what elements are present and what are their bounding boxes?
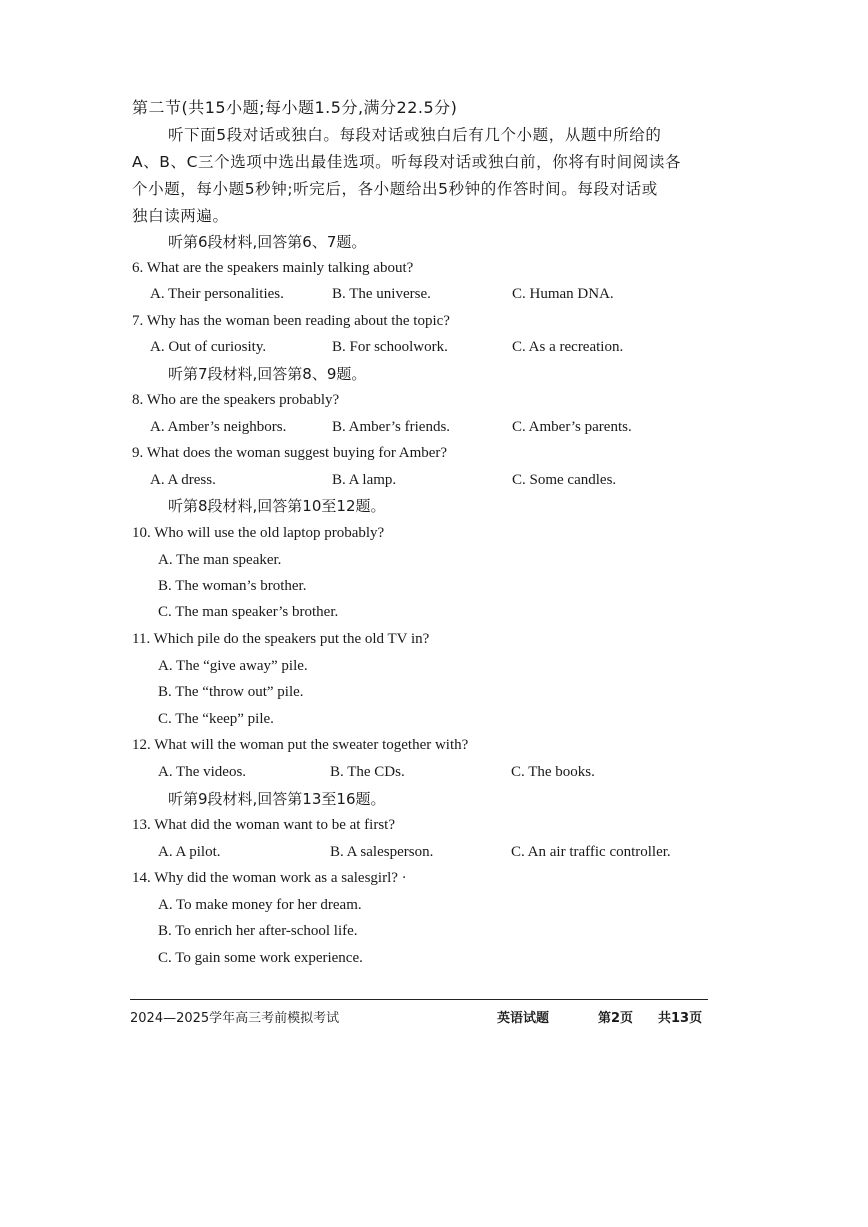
question-12-stem: 12. What will the woman put the sweater together with? <box>132 737 469 753</box>
question-11-stem: 11. Which pile do the speakers put the old TV in? <box>132 631 430 647</box>
question-14-option-a: A. To make money for her dream. <box>158 897 362 913</box>
question-8-stem: 8. Who are the speakers probably? <box>132 392 340 408</box>
question-10-option-c: C. The man speaker’s brother. <box>158 604 339 620</box>
footer-subject: 英语试题 <box>497 1011 550 1026</box>
question-10-option-b: B. The woman’s brother. <box>158 578 307 594</box>
question-13-option-c: C. An air traffic controller. <box>511 844 671 860</box>
question-7-stem: 7. Why has the woman been reading about the topic? <box>132 313 450 329</box>
question-14-option-c: C. To gain some work experience. <box>158 950 363 966</box>
question-6-option-b: B. The universe. <box>332 286 431 302</box>
question-9-option-b: B. A lamp. <box>332 472 397 488</box>
footer-divider <box>130 999 708 1000</box>
question-11-option-b: B. The “throw out” pile. <box>158 684 304 700</box>
instruction-line-4: 独白读两遍。 <box>132 207 229 225</box>
instruction-line-2: A、B、C三个选项中选出最佳选项。听每段对话或独白前，你将有时间阅读各 <box>132 153 682 171</box>
question-12-option-b: B. The CDs. <box>330 764 405 780</box>
material-6-heading: 听第6段材料,回答第6、7题。 <box>168 233 367 251</box>
material-9-heading: 听第9段材料,回答第13至16题。 <box>168 790 386 808</box>
question-7-option-c: C. As a recreation. <box>512 339 624 355</box>
question-11-option-c: C. The “keep” pile. <box>158 711 274 727</box>
instruction-line-3: 个小题，每小题5秒钟;听完后，各小题给出5秒钟的作答时间。每段对话或 <box>132 180 658 198</box>
question-12-option-c: C. The books. <box>511 764 595 780</box>
section-title: 第二节(共15小题;每小题1.5分,满分22.5分) <box>132 98 458 117</box>
question-6-option-c: C. Human DNA. <box>512 286 614 302</box>
question-6-stem: 6. What are the speakers mainly talking about? <box>132 260 414 276</box>
question-7-option-a: A. Out of curiosity. <box>150 339 267 355</box>
instruction-line-1: 听下面5段对话或独白。每段对话或独白后有几个小题，从题中所给的 <box>168 126 662 144</box>
question-9-stem: 9. What does the woman suggest buying for Amber? <box>132 445 448 461</box>
question-10-option-a: A. The man speaker. <box>158 552 282 568</box>
material-7-heading: 听第7段材料,回答第8、9题。 <box>168 365 367 383</box>
question-7-option-b: B. For schoolwork. <box>332 339 448 355</box>
question-6-option-a: A. Their personalities. <box>150 286 284 302</box>
footer-total-pages: 共13页 <box>658 1011 703 1026</box>
question-13-option-b: B. A salesperson. <box>330 844 434 860</box>
question-14-option-b: B. To enrich her after-school life. <box>158 923 358 939</box>
material-8-heading: 听第8段材料,回答第10至12题。 <box>168 497 386 515</box>
question-8-option-c: C. Amber’s parents. <box>512 419 632 435</box>
question-12-option-a: A. The videos. <box>158 764 247 780</box>
question-8-option-a: A. Amber’s neighbors. <box>150 419 287 435</box>
question-13-stem: 13. What did the woman want to be at first? <box>132 817 395 833</box>
question-13-option-a: A. A pilot. <box>158 844 221 860</box>
question-14-stem: 14. Why did the woman work as a salesgirl? · <box>132 870 407 886</box>
question-11-option-a: A. The “give away” pile. <box>158 658 308 674</box>
question-9-option-c: C. Some candles. <box>512 472 617 488</box>
question-9-option-a: A. A dress. <box>150 472 216 488</box>
footer-exam-name: 2024—2025学年高三考前模拟考试 <box>130 1011 340 1026</box>
question-8-option-b: B. Amber’s friends. <box>332 419 451 435</box>
footer-page-number: 第2页 <box>598 1011 634 1026</box>
question-10-stem: 10. Who will use the old laptop probably? <box>132 525 385 541</box>
